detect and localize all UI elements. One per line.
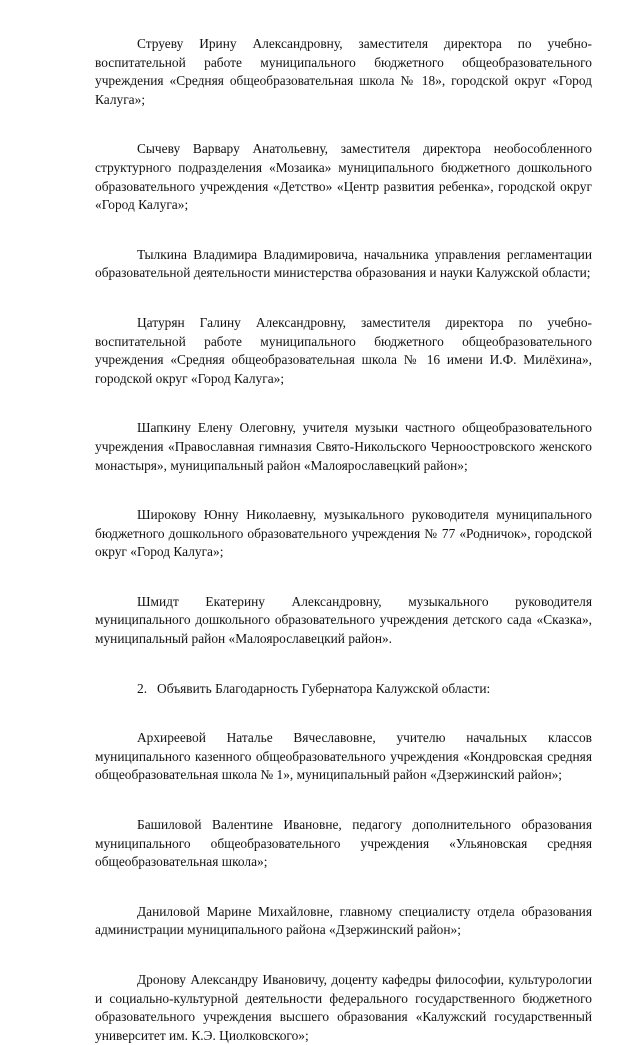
list-item-text: Объявить Благодарность Губернатора Калужской области:	[157, 680, 491, 696]
paragraph-bashilova: Башиловой Валентине Ивановне, педагогу дополнительного образования муниципального общеобразовательного учреждения «Ульяновская средняя общеобразовательная школа»;	[95, 817, 592, 870]
paragraph-shmidt: Шмидт Екатерину Александровну, музыкального руководителя муниципального дошкольного образовательного учреждения детского сада «Сказка», муниципальный район «Малоярославецкий район».	[95, 593, 592, 647]
paragraph-dronov: Дронову Александру Ивановичу, доценту кафедры философии, культурологии и социально-культурной деятельности федерального государственного бюджетного образовательного учреждения высшего образования «Калужский государственный университет им. К.Э. Циолковского»;	[95, 972, 592, 1043]
paragraph-tsaturyan: Цатурян Галину Александровну, заместителя директора по учебно-воспитательной работе муниципального бюджетного общеобразовательного учреждения «Средняя общеобразовательная школа № 16 имени И.Ф. Милёхина», городской округ «Город Калуга»;	[95, 314, 592, 386]
paragraph-arkhireeva: Архиреевой Наталье Вячеславовне, учителю начальных классов муниципального казенного общеобразовательного учреждения «Кондровская средняя общеобразовательная школа № 1», муниципальный район «Дзержинский район»;	[95, 730, 592, 783]
paragraph-struyeva: Струеву Ирину Александровну, заместителя директора по учебно-воспитательной работе муниципального бюджетного общеобразовательного учреждения «Средняя общеобразовательная школа № 18», городской округ «Город Калуга»;	[95, 36, 592, 107]
paragraph-sycheva: Сычеву Варвару Анатольевну, заместителя директора необособленного структурного подразделения «Мозаика» муниципального бюджетного дошкольного образовательного учреждения «Детство» «Центр развития ребенка», городской округ «Город Калуга»;	[95, 141, 592, 213]
paragraph-shapkina: Шапкину Елену Олеговну, учителя музыки частного общеобразовательного учреждения «Православная гимназия Свято-Никольского Черноостровского женского монастыря», муниципальный район «Малоярославецкий район»;	[95, 420, 592, 473]
paragraph-shirokova: Широкову Юнну Николаевну, музыкального руководителя муниципального бюджетного дошкольного образовательного учреждения № 77 «Родничок», городской округ «Город Калуга»;	[95, 507, 592, 560]
paragraph-tylkin: Тылкина Владимира Владимировича, начальника управления регламентации образовательной деятельности министерства образования и науки Калужской области;	[95, 246, 592, 281]
list-item-2	[95, 680, 592, 699]
paragraph-danilova: Даниловой Марине Михайловне, главному специалисту отдела образования администрации муниципального района «Дзержинский район»;	[95, 903, 592, 938]
list-item-number: 2.	[137, 680, 148, 696]
